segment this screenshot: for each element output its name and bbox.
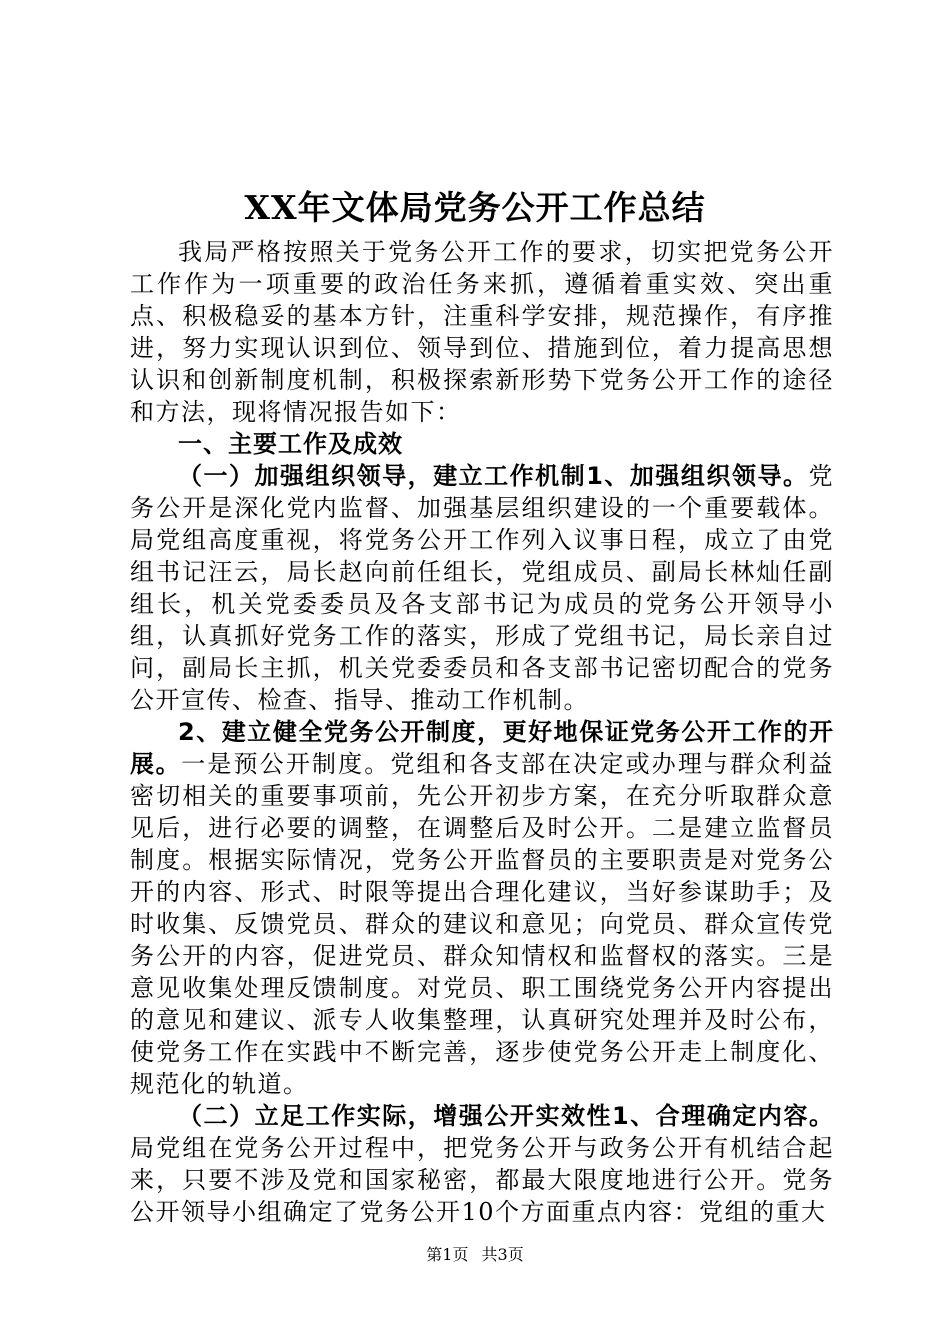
page-total: 共3页 xyxy=(481,1245,524,1264)
item-2-heading: 2、建立健全党务公开制度，更好地保证党务公开工作的开展。 xyxy=(130,718,834,778)
sub-section-1-paragraph xyxy=(130,460,834,716)
page-number: 第1页 xyxy=(426,1245,469,1264)
page-footer xyxy=(0,1244,950,1266)
item-2-text: 一是预公开制度。党组和各支部在决定或办理与群众利益密切相关的重要事项前，先公开初步方案，在充分听取群众意见后，进行必要的调整，在调整后及时公开。二是建立监督员制度。根据实际情况，党务公开监督员的主要职责是对党务公开的内容、形式、时限等提出合理化建议，当好参谋助手；及时收集、反馈党员、群众的建议和意见；向党员、群众宣传党务公开的内容，促进党员、群众知情权和监督权的落实。三是意见收集处理反馈制度。对党员、职工围绕党务公开内容提出的意见和建议、派专人收集整理，认真研究处理并及时公布，使党务工作在实践中不断完善，逐步使党务公开走上制度化、规范化的轨道。 xyxy=(130,750,835,1098)
section-1-heading: 一、主要工作及成效 xyxy=(178,430,403,458)
sub-section-2-paragraph xyxy=(130,1100,834,1228)
section-heading xyxy=(130,428,834,460)
sub-section-2-heading: （二）立足工作实际，增强公开实效性1、合理确定内容。 xyxy=(178,1102,834,1130)
intro-paragraph: 我局严格按照关于党务公开工作的要求，切实把党务公开工作作为一项重要的政治任务来抓，遵循着重实效、突出重点、积极稳妥的基本方针，注重科学安排，规范操作，有序推进，努力实现认识到位、领导到位、措施到位，着力提高思想认识和创新制度机制，积极探索新形势下党务公开工作的途径和方法，现将情况报告如下： xyxy=(130,238,834,426)
sub-section-1-text: 党务公开是深化党内监督、加强基层组织建设的一个重要载体。局党组高度重视，将党务公开工作列入议事日程，成立了由党组书记汪云，局长赵向前任组长，党组成员、副局长林灿任副组长，机关党委委员及各支部书记为成员的党务公开领导小组，认真抓好党务工作的落实，形成了党组书记，局长亲自过问，副局长主抓，机关党委委员和各支部书记密切配合的党务公开宣传、检查、指导、推动工作机制。 xyxy=(130,462,834,714)
sub-section-1-heading: （一）加强组织领导，建立工作机制1、加强组织领导。 xyxy=(178,462,809,490)
document-title: XX年文体局党务公开工作总结 xyxy=(244,188,706,227)
sub-section-2-text: 局党组在党务公开过程中，把党务公开与政务公开有机结合起来，只要不涉及党和国家秘密，都最大限度地进行公开。党务公开领导小组确定了党务公开10个方面重点内容：党组的重大 xyxy=(130,1134,834,1226)
document-body xyxy=(130,236,834,1228)
item-2-paragraph xyxy=(130,716,834,1100)
